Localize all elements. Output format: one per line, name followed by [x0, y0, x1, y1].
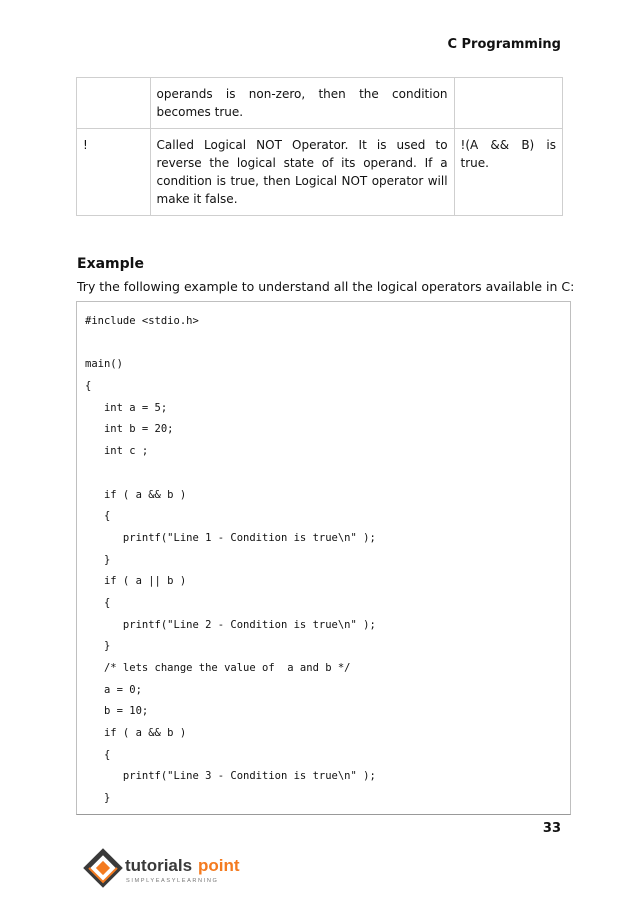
code-line: {	[85, 380, 92, 393]
code-line: int b = 20;	[85, 423, 174, 436]
code-line: }	[85, 553, 111, 566]
code-line: #include <stdio.h>	[85, 315, 199, 327]
operator-cell: !	[77, 129, 151, 216]
code-line: main()	[85, 358, 123, 371]
table-row	[77, 78, 563, 129]
code-lines	[85, 311, 376, 810]
code-line: }	[85, 792, 111, 805]
table-row	[77, 129, 563, 216]
example-cell: !(A && B) is true.	[454, 129, 562, 216]
intro-text: Try the following example to understand all the logical operators available in C:	[77, 279, 575, 294]
code-line: if ( a && b )	[85, 727, 187, 740]
code-line: if ( a && b )	[85, 488, 187, 501]
section-heading: Example	[77, 256, 144, 272]
page-header-title: C Programming	[447, 37, 561, 52]
code-line: {	[85, 510, 111, 523]
operator-cell	[77, 78, 151, 129]
code-block	[76, 301, 571, 815]
code-line: /* lets change the value of a and b */	[85, 662, 351, 674]
code-line: int a = 5;	[85, 401, 168, 414]
svg-text:tutorials: tutorials	[125, 856, 193, 875]
svg-text:SIMPLYEASYLEARNING: SIMPLYEASYLEARNING	[126, 878, 219, 884]
svg-text:point: point	[198, 856, 240, 875]
code-line: {	[85, 596, 111, 609]
page-number: 33	[542, 821, 561, 836]
description-cell: operands is non-zero, then the condition becomes true.	[150, 78, 454, 129]
code-line	[85, 333, 376, 355]
code-line: printf("Line 3 - Condition is true\n" );	[85, 770, 376, 783]
code-line: if ( a || b )	[85, 575, 187, 588]
code-line: printf("Line 1 - Condition is true\n" );	[85, 531, 376, 544]
code-line: b = 10;	[85, 705, 149, 718]
code-line: printf("Line 2 - Condition is true\n" );	[85, 618, 376, 631]
description-cell: Called Logical NOT Operator. It is used to reverse the logical state of its operand. If a condition is true, then Logical NOT operator will make it false.	[150, 129, 454, 216]
logo-mark	[77, 843, 257, 893]
tutorialspoint-logo	[77, 843, 257, 893]
code-line: {	[85, 748, 111, 761]
example-cell	[454, 78, 562, 129]
code-line: a = 0;	[85, 683, 142, 696]
code-line: int c ;	[85, 445, 149, 458]
operators-table	[76, 77, 563, 216]
code-line	[85, 463, 376, 485]
code-line: }	[85, 640, 111, 653]
